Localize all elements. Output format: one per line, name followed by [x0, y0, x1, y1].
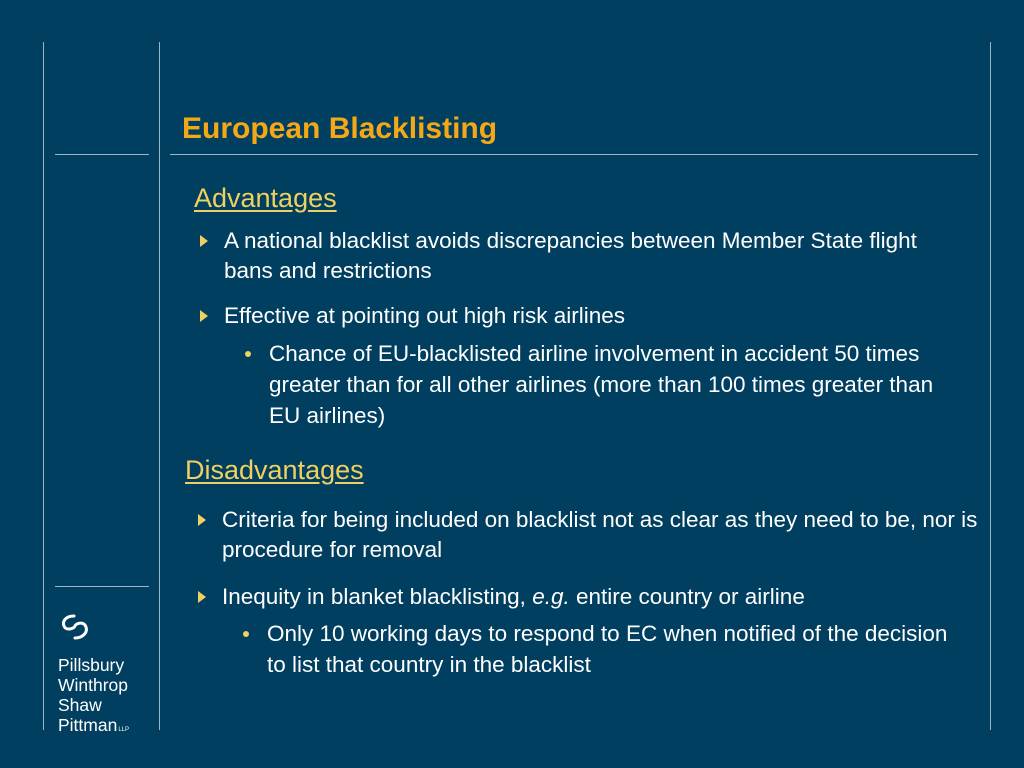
advantage-sub-item-text: Chance of EU-blacklisted airline involvement in accident 50 times greater than for all other airlines (more than 100 times greater than EU airlines) — [269, 341, 934, 428]
right-rule — [990, 42, 991, 730]
disadvantage-sub-item-text: Only 10 working days to respond to EC when notified of the decision to list that country in the blacklist — [267, 621, 948, 677]
disadvantage-item-text: Criteria for being included on blacklist not as clear as they need to be, nor is procedure for removal — [222, 507, 978, 562]
slide-title: European Blacklisting — [182, 112, 498, 145]
advantage-item-text: A national blacklist avoids discrepancies between Member State flight bans and restrictions — [224, 228, 917, 283]
sidebar-rule — [159, 42, 160, 730]
logo-wordmark — [58, 655, 129, 740]
left-rule — [43, 42, 44, 730]
advantage-item-text: Effective at pointing out high risk airlines — [224, 303, 626, 328]
disadvantage-item-text-after: entire country or airline — [569, 584, 805, 609]
disadvantage-sub-item — [267, 618, 967, 680]
disadvantage-item-1 — [222, 505, 982, 565]
disadvantage-item-text-italic: e.g. — [532, 584, 570, 609]
arrow-bullet-icon — [196, 505, 210, 535]
disadvantage-item-text-before: Inequity in blanket blacklisting, — [222, 584, 533, 609]
dot-bullet-icon — [243, 631, 249, 637]
advantage-item-2 — [224, 301, 964, 331]
logo-line-4 — [58, 715, 129, 740]
logo-line-3: Shaw — [58, 695, 102, 715]
arrow-bullet-icon — [196, 582, 210, 612]
disadvantage-item-2 — [222, 582, 982, 612]
pillsbury-swirl-icon — [58, 612, 92, 642]
disadvantages-heading: Disadvantages — [185, 455, 364, 485]
arrow-bullet-icon — [198, 226, 212, 256]
sidebar-title-rule — [55, 154, 149, 155]
arrow-bullet-icon — [198, 301, 212, 331]
advantage-sub-item — [269, 338, 969, 431]
advantage-item-1 — [224, 226, 964, 286]
title-rule — [170, 154, 978, 155]
dot-bullet-icon — [245, 351, 251, 357]
logo-line-1: Pillsbury — [58, 655, 125, 675]
logo-rule — [55, 586, 149, 587]
logo-llp: LLP — [118, 727, 130, 733]
advantages-heading: Advantages — [194, 183, 337, 213]
logo-line-2: Winthrop — [58, 675, 129, 695]
logo-line-4-text: Pittman — [58, 715, 118, 735]
